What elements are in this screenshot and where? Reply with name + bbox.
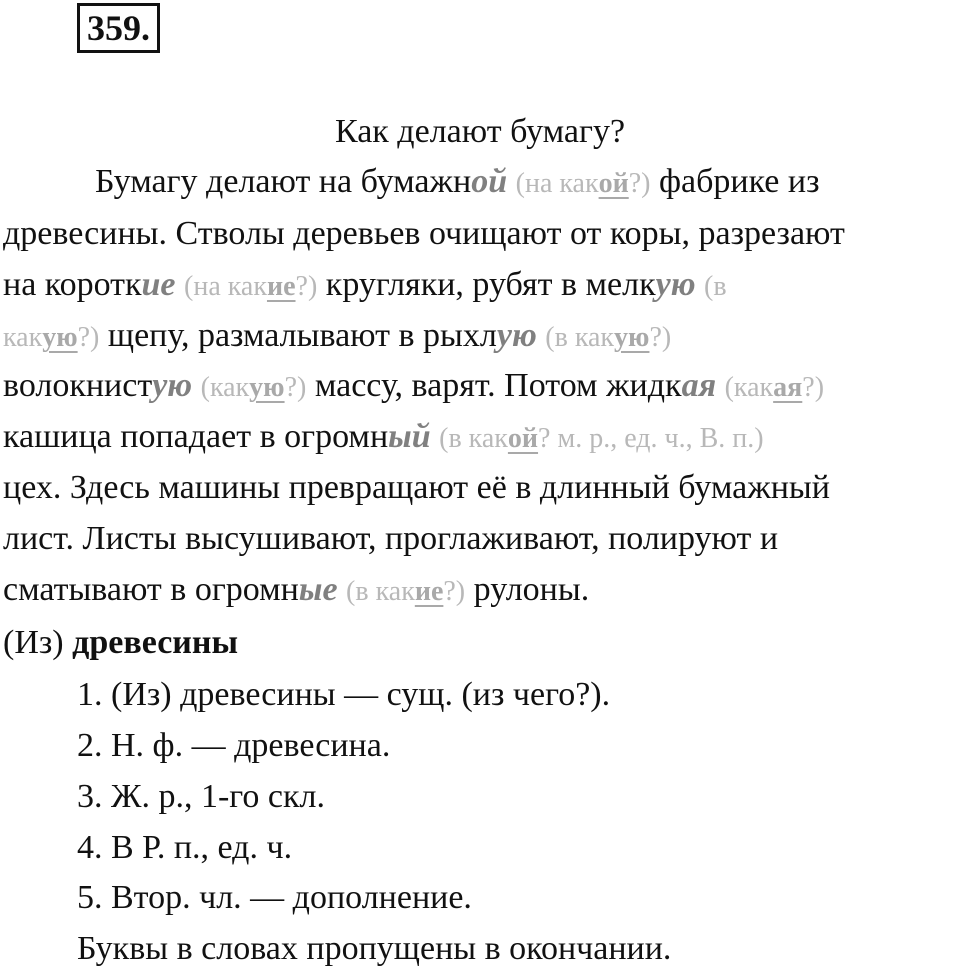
- analysis-item: 1. (Из) древесины — сущ. (из чего?).: [77, 676, 611, 713]
- text-line-9: сматывают в огромные (в какие?) рулоны.: [3, 571, 590, 608]
- analysis-item: 4. В Р. п., ед. ч.: [77, 829, 293, 866]
- text-line-6: кашица попадает в огромный (в какой? м. р., ед. ч., В. п.): [3, 418, 764, 455]
- text-line-8: лист. Листы высушивают, проглаживают, полируют и: [3, 520, 779, 557]
- analysis-item: 5. Втор. чл. — дополнение.: [77, 879, 472, 916]
- analysis-note: Буквы в словах пропущены в окончании.: [77, 930, 672, 967]
- analysis-heading: (Из) древесины: [3, 624, 239, 661]
- text-line-2: древесины. Стволы деревьев очищают от коры, разрезают: [3, 215, 845, 252]
- text-line-7: цех. Здесь машины превращают её в длинный бумажный: [3, 469, 830, 506]
- analysis-item: 3. Ж. р., 1-го скл.: [77, 778, 325, 815]
- text-line-5: волокнистую (какую?) массу, варят. Потом жидкая (какая?): [3, 367, 825, 404]
- text-line-1: Бумагу делают на бумажной (на какой?) фабрике из: [95, 163, 820, 200]
- text-title: Как делают бумагу?: [334, 113, 626, 150]
- analysis-item: 2. Н. ф. — древесина.: [77, 727, 391, 764]
- text-line-4: какую?) щепу, размалывают в рыхлую (в какую?): [3, 317, 672, 354]
- exercise-number: 359.: [77, 3, 160, 53]
- text-line-3: на короткие (на какие?) кругляки, рубят в мелкую (в: [3, 266, 727, 303]
